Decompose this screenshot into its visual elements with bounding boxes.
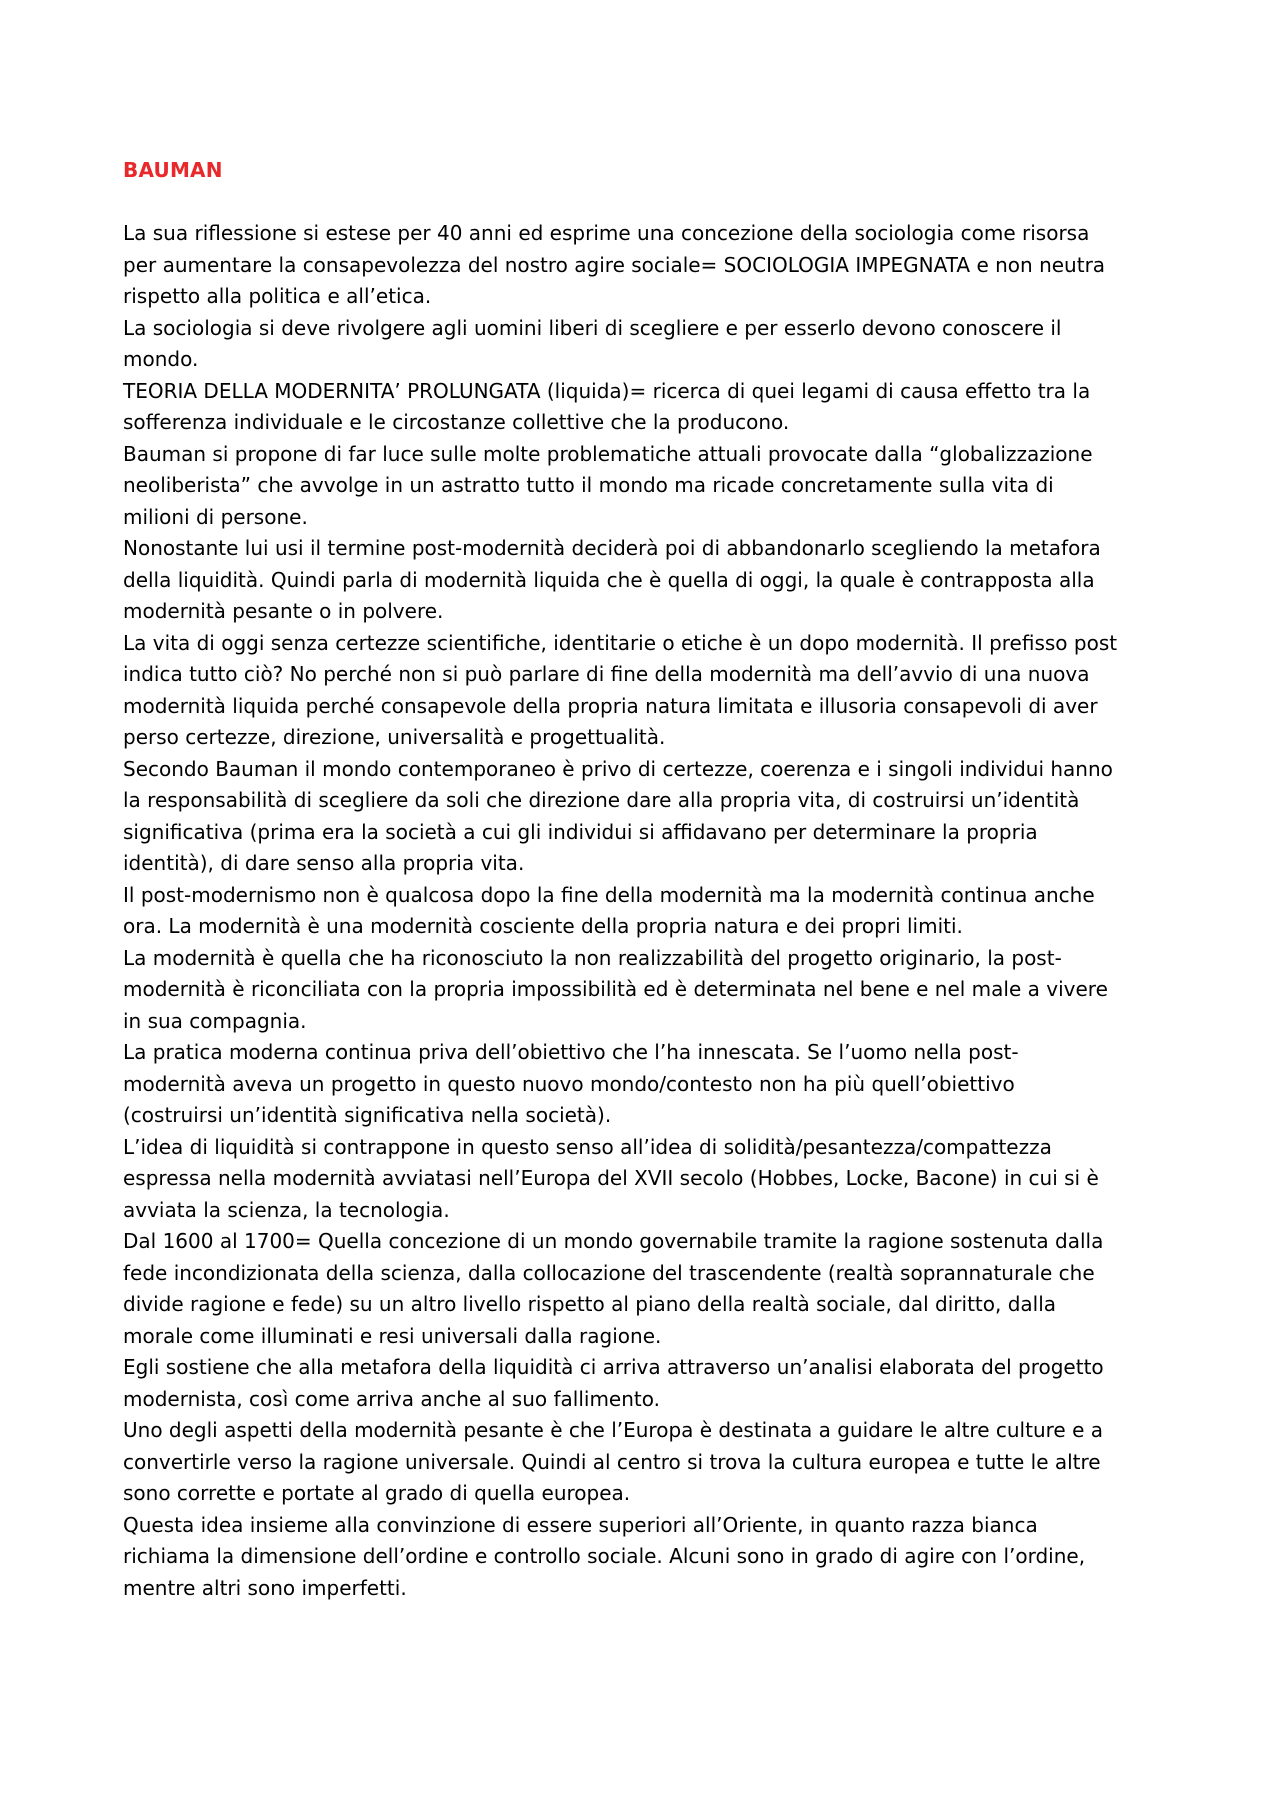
paragraph bbox=[123, 628, 1165, 754]
text-line: modernità aveva un progetto in questo nuovo mondo/contesto non ha più quell’obiettivo bbox=[123, 1071, 1015, 1096]
paragraph bbox=[123, 533, 1165, 628]
text-line: (costruirsi un’identità significativa nella società). bbox=[123, 1103, 612, 1127]
paragraph bbox=[123, 1415, 1165, 1510]
text-line: convertirle verso la ragione universale. Quindi al centro si trova la cultura europea e tutte le altre bbox=[123, 1449, 1101, 1474]
text-line: la responsabilità di scegliere da soli che direzione dare alla propria vita, di costruirsi un’identità bbox=[123, 788, 1080, 812]
text-line: Bauman si propone di far luce sulle molte problematiche attuali provocate dalla “globalizzazione bbox=[123, 441, 1093, 466]
text-line: Uno degli aspetti della modernità pesante è che l’Europa è destinata a guidare le altre culture e a bbox=[123, 1418, 1103, 1442]
paragraph bbox=[123, 1132, 1165, 1227]
blank-line bbox=[123, 187, 1165, 219]
text-line: della liquidità. Quindi parla di modernità liquida che è quella di oggi, la quale è contrapposta alla bbox=[123, 567, 1095, 592]
text-line: fede incondizionata della scienza, dalla collocazione del trascendente (realtà soprannaturale che bbox=[123, 1260, 1095, 1285]
text-line: perso certezze, direzione, universalità e progettualità. bbox=[123, 725, 666, 749]
text-line: sofferenza individuale e le circostanze collettive che la producono. bbox=[123, 410, 790, 434]
text-line: ora. La modernità è una modernità cosciente della propria natura e dei propri limiti. bbox=[123, 914, 963, 938]
text-line: modernità pesante o in polvere. bbox=[123, 599, 444, 623]
text-line: TEORIA DELLA MODERNITA’ PROLUNGATA (liquida)= ricerca di quei legami di causa effetto tra la bbox=[123, 378, 1091, 403]
text-line: Questa idea insieme alla convinzione di essere superiori all’Oriente, in quanto razza bianca bbox=[123, 1512, 1038, 1537]
text-line: rispetto alla politica e all’etica. bbox=[123, 284, 432, 308]
paragraph bbox=[123, 376, 1165, 439]
text-line: avviata la scienza, la tecnologia. bbox=[123, 1197, 450, 1222]
paragraph bbox=[123, 439, 1165, 534]
text-line: identità), di dare senso alla propria vita. bbox=[123, 851, 525, 875]
text-line: espressa nella modernità avviatasi nell’Europa del XVII secolo (Hobbes, Locke, Bacone) in cui si è bbox=[123, 1166, 1099, 1190]
text-line: in sua compagnia. bbox=[123, 1008, 307, 1033]
text-line: Egli sostiene che alla metafora della liquidità ci arriva attraverso un’analisi elaborata del progetto bbox=[123, 1355, 1104, 1379]
text-line: La pratica moderna continua priva dell’obiettivo che l’ha innescata. Se l’uomo nella post- bbox=[123, 1040, 1019, 1064]
text-line: Il post-modernismo non è qualcosa dopo la fine della modernità ma la modernità continua anche bbox=[123, 882, 1095, 907]
text-line: L’idea di liquidità si contrappone in questo senso all’idea di solidità/pesantezza/compattezza bbox=[123, 1134, 1052, 1159]
text-line: La modernità è quella che ha riconosciuto la non realizzabilità del progetto originario, la post- bbox=[123, 945, 1062, 970]
text-line: per aumentare la consapevolezza del nostro agire sociale= SOCIOLOGIA IMPEGNATA e non neutra bbox=[123, 252, 1106, 277]
text-line: neoliberista” che avvolge in un astratto tutto il mondo ma ricade concretamente sulla vita di bbox=[123, 473, 1054, 497]
text-line: richiama la dimensione dell’ordine e controllo sociale. Alcuni sono in grado di agire con l’ordine, bbox=[123, 1544, 1086, 1568]
text-line: mentre altri sono imperfetti. bbox=[123, 1575, 407, 1600]
text-line: La sua riflessione si estese per 40 anni ed esprime una concezione della sociologia come risorsa bbox=[123, 221, 1090, 245]
paragraph bbox=[123, 880, 1165, 943]
paragraph bbox=[123, 1352, 1165, 1415]
text-line: modernità è riconciliata con la propria impossibilità ed è determinata nel bene e nel male a vivere bbox=[123, 977, 1108, 1001]
paragraph bbox=[123, 754, 1165, 880]
document-body bbox=[123, 155, 1165, 1604]
text-line: Dal 1600 al 1700= Quella concezione di un mondo governabile tramite la ragione sostenuta dalla bbox=[123, 1229, 1104, 1253]
paragraph bbox=[123, 218, 1165, 313]
text-line: indica tutto ciò? No perché non si può parlare di fine della modernità ma dell’avvio di una nuova bbox=[123, 662, 1090, 686]
paragraph bbox=[123, 1510, 1165, 1605]
text-line: milioni di persone. bbox=[123, 504, 308, 529]
paragraph bbox=[123, 1226, 1165, 1352]
document-title: BAUMAN bbox=[123, 158, 223, 182]
paragraph bbox=[123, 313, 1165, 376]
text-line: modernità liquida perché consapevole della propria natura limitata e illusoria consapevoli di aver bbox=[123, 693, 1098, 718]
text-line: Secondo Bauman il mondo contemporaneo è privo di certezze, coerenza e i singoli individui hanno bbox=[123, 756, 1113, 781]
text-line: divide ragione e fede) su un altro livello rispetto al piano della realtà sociale, dal diritto, dalla bbox=[123, 1292, 1057, 1316]
text-line: La vita di oggi senza certezze scientifiche, identitarie o etiche è un dopo modernità. Il prefisso post bbox=[123, 630, 1118, 655]
paragraph bbox=[123, 1037, 1165, 1132]
paragraph bbox=[123, 943, 1165, 1038]
paragraph-list bbox=[123, 218, 1165, 1604]
text-line: modernista, così come arriva anche al suo fallimento. bbox=[123, 1386, 660, 1411]
text-line: significativa (prima era la società a cui gli individui si affidavano per determinare la propria bbox=[123, 819, 1038, 844]
text-line: Nonostante lui usi il termine post-modernità deciderà poi di abbandonarlo scegliendo la metafora bbox=[123, 536, 1101, 560]
text-line: La sociologia si deve rivolgere agli uomini liberi di scegliere e per esserlo devono conoscere il bbox=[123, 315, 1062, 340]
text-line: morale come illuminati e resi universali dalla ragione. bbox=[123, 1323, 662, 1348]
text-line: mondo. bbox=[123, 347, 199, 371]
text-line: sono corrette e portate al grado di quella europea. bbox=[123, 1481, 631, 1505]
